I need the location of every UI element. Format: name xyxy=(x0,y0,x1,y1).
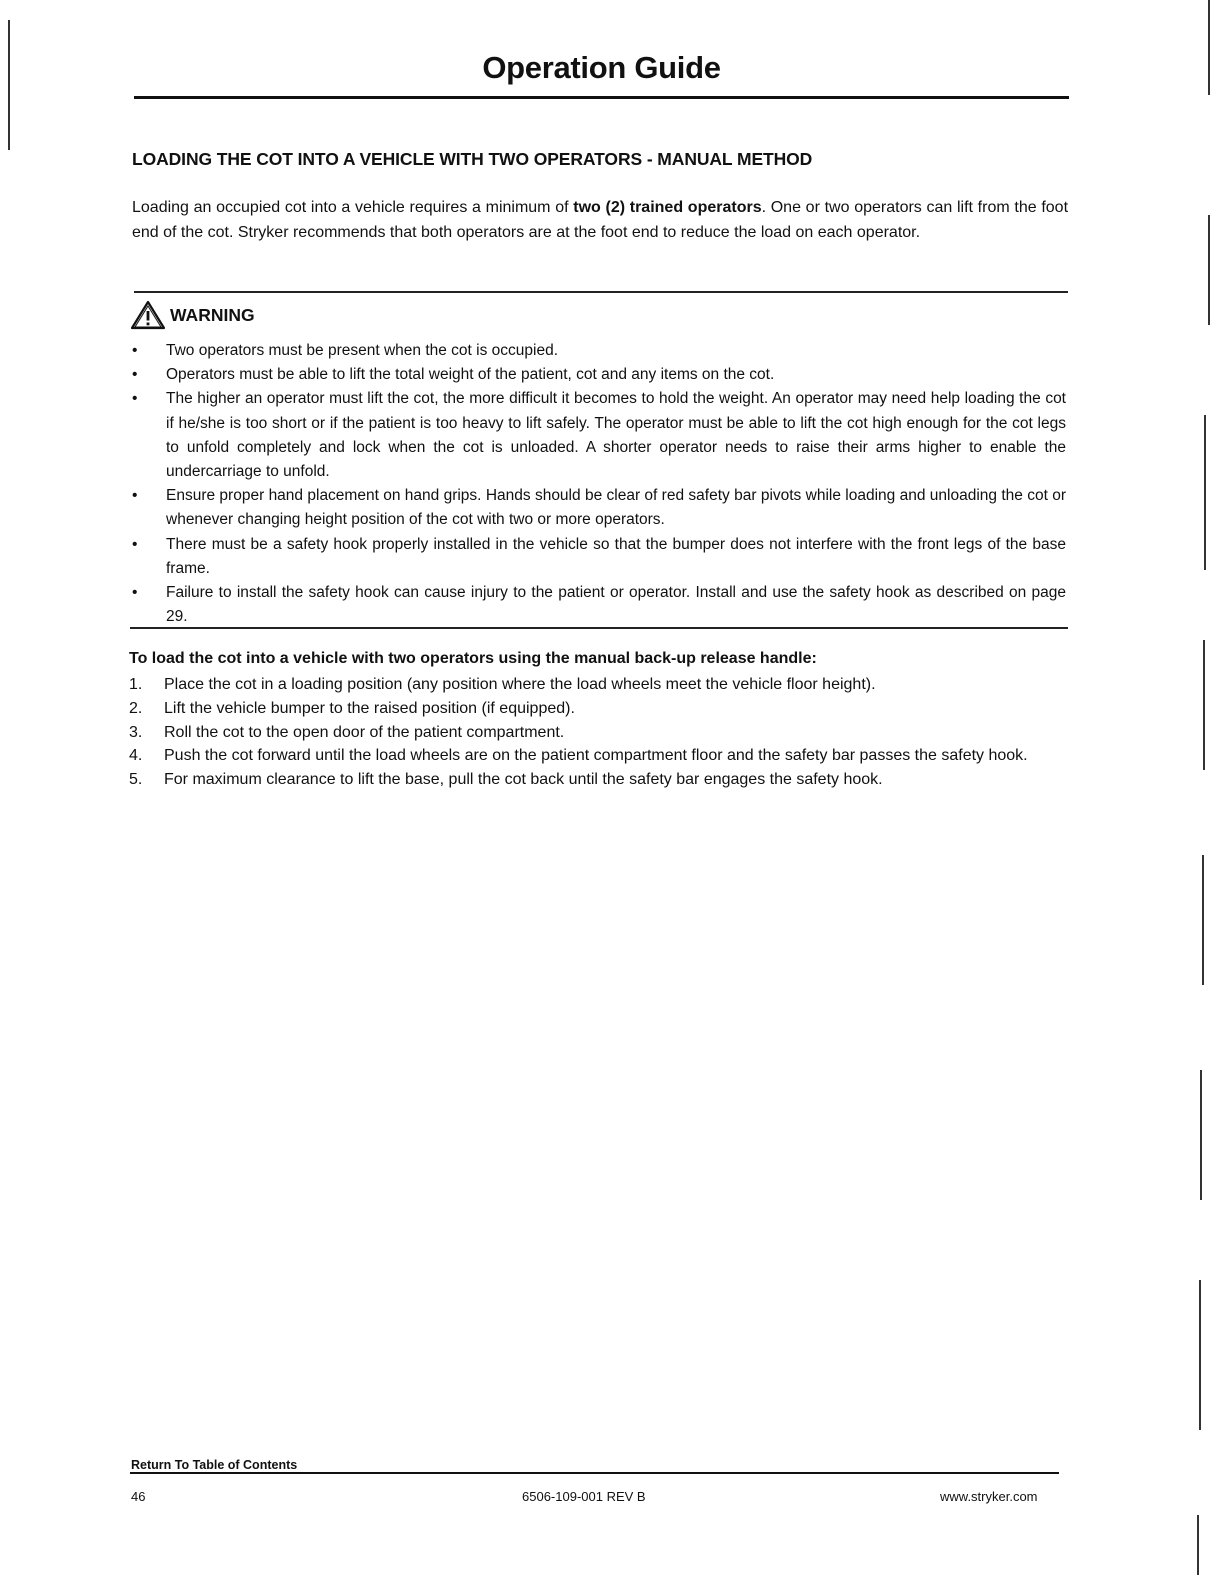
step-text: Roll the cot to the open door of the patient compartment. xyxy=(164,723,565,741)
warning-label: WARNING xyxy=(170,304,255,325)
bullet-icon: • xyxy=(132,342,138,359)
bullet-icon: • xyxy=(132,390,138,408)
procedure-step xyxy=(129,721,1066,745)
scan-edge-mark xyxy=(1199,1280,1201,1430)
document-number: 6506-109-001 REV B xyxy=(522,1489,646,1504)
warning-top-divider xyxy=(134,291,1068,293)
scan-edge-mark xyxy=(1208,0,1210,95)
warning-item xyxy=(130,581,1066,629)
website-link[interactable]: www.stryker.com xyxy=(940,1489,1038,1504)
scan-edge-mark xyxy=(1204,415,1206,570)
scan-edge-mark xyxy=(1202,855,1204,985)
footer-divider xyxy=(130,1472,1059,1474)
warning-item-text: Ensure proper hand placement on hand grips. Hands should be clear of red safety bar pivots while loading and unloading the cot or whenever changing height position of the cot with two or more operators. xyxy=(166,487,1066,529)
warning-item xyxy=(130,533,1066,581)
warning-item-text: Two operators must be present when the cot is occupied. xyxy=(166,342,559,359)
procedure-step xyxy=(129,697,1066,721)
step-text: Place the cot in a loading position (any position where the load wheels meet the vehicle floor height). xyxy=(164,676,876,693)
step-text: Push the cot forward until the load wheels are on the patient compartment floor and the safety bar passes the safety hook. xyxy=(164,747,1028,765)
bullet-icon: • xyxy=(132,535,138,553)
scan-edge-mark xyxy=(8,20,10,150)
procedure-steps xyxy=(129,673,1066,792)
step-text: Lift the vehicle bumper to the raised position (if equipped). xyxy=(164,699,575,717)
bullet-icon: • xyxy=(132,584,138,602)
warning-item-text: There must be a safety hook properly installed in the vehicle so that the bumper does not interfere with the front legs of the base frame. xyxy=(166,535,1066,577)
page-number: 46 xyxy=(131,1489,146,1504)
warning-item-text: Failure to install the safety hook can cause injury to the patient or operator. Install and use the safety hook as described on page 29. xyxy=(166,584,1066,626)
section-heading: LOADING THE COT INTO A VEHICLE WITH TWO OPERATORS - MANUAL METHOD xyxy=(132,149,813,169)
page-title: Operation Guide xyxy=(482,50,721,85)
bullet-icon: • xyxy=(132,366,138,384)
return-to-toc-link[interactable]: Return To Table of Contents xyxy=(131,1458,298,1472)
step-number: 3. xyxy=(129,723,143,741)
warning-item-text: The higher an operator must lift the cot, the more difficult it becomes to hold the weight. An operator may need help loading the cot if he/she is too short or if the patient is too heavy to lift safely. The operator must be able to lift the cot high enough for the cot legs to unfold completely and lock when the cot is unloaded. A shorter operator needs to raise their arms higher to enable the undercarriage to unfold. xyxy=(166,390,1066,481)
step-text: For maximum clearance to lift the base, pull the cot back until the safety bar engages the safety hook. xyxy=(164,771,883,789)
step-number: 5. xyxy=(129,771,143,789)
procedure-step xyxy=(129,744,1066,768)
intro-paragraph xyxy=(132,196,1068,245)
intro-text-end: . One or two operators can lift from the foot end of the cot. Stryker recommends that both operators are at the foot end to reduce the load on each operator. xyxy=(132,199,1069,241)
intro-text-start: Loading an occupied cot into a vehicle requires a minimum of xyxy=(132,199,574,216)
warning-header xyxy=(130,300,255,330)
scan-edge-mark xyxy=(1208,215,1210,325)
warning-item-text: Operators must be able to lift the total weight of the patient, cot and any items on the cot. xyxy=(166,366,775,384)
step-number: 2. xyxy=(129,699,143,717)
step-number: 4. xyxy=(129,747,143,765)
scan-edge-mark xyxy=(1203,640,1205,770)
warning-triangle-icon xyxy=(130,300,166,330)
procedure-intro: To load the cot into a vehicle with two operators using the manual back-up release handle: xyxy=(129,650,817,667)
bullet-icon: • xyxy=(132,487,138,505)
warning-bottom-divider xyxy=(130,627,1068,629)
scan-edge-mark xyxy=(1197,1515,1199,1575)
procedure-step xyxy=(129,768,1066,792)
step-number: 1. xyxy=(129,676,143,693)
warning-list xyxy=(130,339,1066,629)
warning-item xyxy=(130,363,1066,387)
scan-edge-mark xyxy=(1200,1070,1202,1200)
warning-item xyxy=(130,387,1066,484)
title-divider xyxy=(134,96,1069,99)
intro-text-bold: two (2) trained operators xyxy=(573,199,762,216)
warning-item xyxy=(130,339,1066,363)
procedure-step xyxy=(129,673,1066,697)
warning-item xyxy=(130,484,1066,532)
